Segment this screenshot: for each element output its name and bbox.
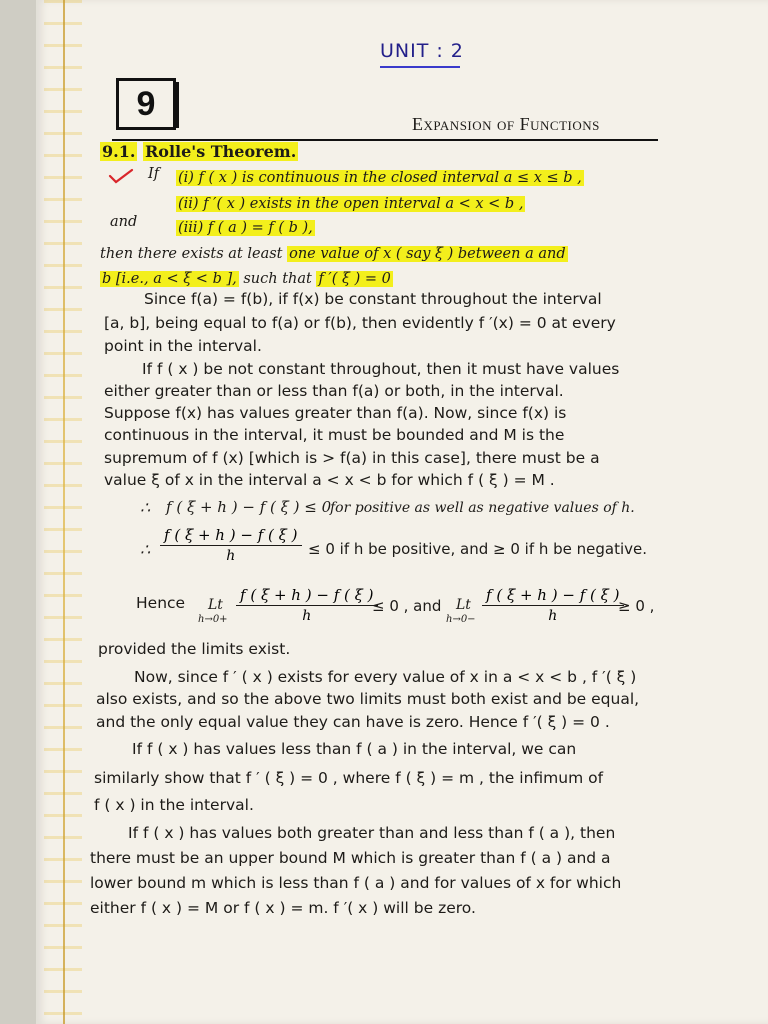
para2-line-5: supremum of f (x) [which is > f(a) in this case], there must be a [104, 449, 600, 467]
eq2-fraction [160, 526, 302, 564]
chapter-title: Expansion of Functions [412, 114, 600, 134]
eq3-fraction-2 [482, 586, 624, 624]
eq3-tail: ≥ 0 , [618, 597, 655, 615]
para1-line-2: [a, b], being equal to f(a) or f(b), then evidently f ′(x) = 0 at every [104, 314, 616, 332]
section-number: 9.1. [102, 142, 136, 161]
handwritten-unit-note: UNIT : 2 [380, 40, 464, 62]
para3-line-1: provided the limits exist. [98, 640, 291, 658]
para4-line-1: Now, since f ′ ( x ) exists for every value of x in a < x < b , f ′( ξ ) [134, 668, 637, 686]
para2-line-1: If f ( x ) be not constant throughout, then it must have values [142, 360, 620, 378]
header-divider-vertical [176, 82, 179, 128]
theorem-conclusion-line-1: then there exists at least one value of x ( say ξ ) between a and [100, 246, 566, 262]
eq3-lt2: Lt [456, 597, 471, 613]
eq3-lt1-subscript: h→0+ [198, 614, 228, 625]
para4-line-3: and the only equal value they can have is zero. Hence f ′( ξ ) = 0 . [96, 713, 610, 731]
theorem-condition-2: (ii) f ′( x ) exists in the open interval a < x < b , [178, 196, 524, 212]
eq3-hence: Hence [136, 594, 186, 612]
eq3-middle: ≤ 0 , and [372, 597, 442, 615]
check-mark-icon [108, 168, 134, 184]
para6-line-1: If f ( x ) has values both greater than and less than f ( a ), then [128, 824, 616, 842]
eq1-text: for positive as well as negative values of h. [330, 500, 635, 516]
handwritten-underline [380, 66, 460, 68]
para2-line-2: either greater than or less than f(a) or both, in the interval. [104, 382, 564, 400]
eq3-denominator-2: h [548, 608, 558, 624]
para6-line-4: either f ( x ) = M or f ( x ) = m. f ′( x ) will be zero. [90, 899, 476, 917]
para1-line-1: Since f(a) = f(b), if f(x) be constant throughout the interval [144, 290, 602, 308]
eq1-expression: f ( ξ + h ) − f ( ξ ) ≤ 0 [166, 498, 332, 516]
para6-line-3: lower bound m which is less than f ( a ) and for values of x for which [90, 874, 622, 892]
theorem-and: and [110, 214, 138, 230]
eq3-lt1: Lt [208, 597, 223, 613]
eq3-denominator-1: h [302, 608, 312, 624]
eq1-therefore: ∴ [140, 498, 151, 517]
para4-line-2: also exists, and so the above two limits must both exist and be equal, [96, 690, 640, 708]
chapter-number: 9 [116, 78, 176, 130]
eq3-numerator-2: f ( ξ + h ) − f ( ξ ) [482, 586, 624, 606]
para5-line-3: f ( x ) in the interval. [94, 796, 254, 814]
eq2-tail: ≤ 0 if h be positive, and ≥ 0 if h be negative. [308, 540, 648, 558]
eq2-therefore: ∴ [140, 540, 151, 559]
eq2-denominator: h [226, 548, 236, 564]
para5-line-1: If f ( x ) has values less than f ( a ) in the interval, we can [132, 740, 577, 758]
eq2-numerator: f ( ξ + h ) − f ( ξ ) [160, 526, 302, 546]
theorem-if: If [148, 166, 160, 182]
para2-line-6: value ξ of x in the interval a < x < b for which f ( ξ ) = M . [104, 471, 555, 489]
section-title: Rolle's Theorem. [144, 142, 297, 161]
eq3-numerator-1: f ( ξ + h ) − f ( ξ ) [236, 586, 378, 606]
theorem-condition-1: (i) f ( x ) is continuous in the closed interval a ≤ x ≤ b , [178, 170, 582, 186]
para5-line-2: similarly show that f ′ ( ξ ) = 0 , where f ( ξ ) = m , the infimum of [94, 769, 604, 787]
para6-line-2: there must be an upper bound M which is greater than f ( a ) and a [90, 849, 611, 867]
section-heading [100, 142, 298, 161]
header-rule [112, 139, 658, 141]
para1-line-3: point in the interval. [104, 337, 262, 355]
eq3-fraction-1 [236, 586, 378, 624]
para2-line-3: Suppose f(x) has values greater than f(a). Now, since f(x) is [104, 404, 567, 422]
eq3-lt2-subscript: h→0− [446, 614, 476, 625]
binding-line [63, 0, 65, 1024]
theorem-condition-3: (iii) f ( a ) = f ( b ), [178, 220, 313, 236]
para2-line-4: continuous in the interval, it must be bounded and M is the [104, 426, 565, 444]
theorem-conclusion-line-2: b [i.e., a < ξ < b ], such that f ′( ξ ) = 0 [102, 271, 391, 287]
